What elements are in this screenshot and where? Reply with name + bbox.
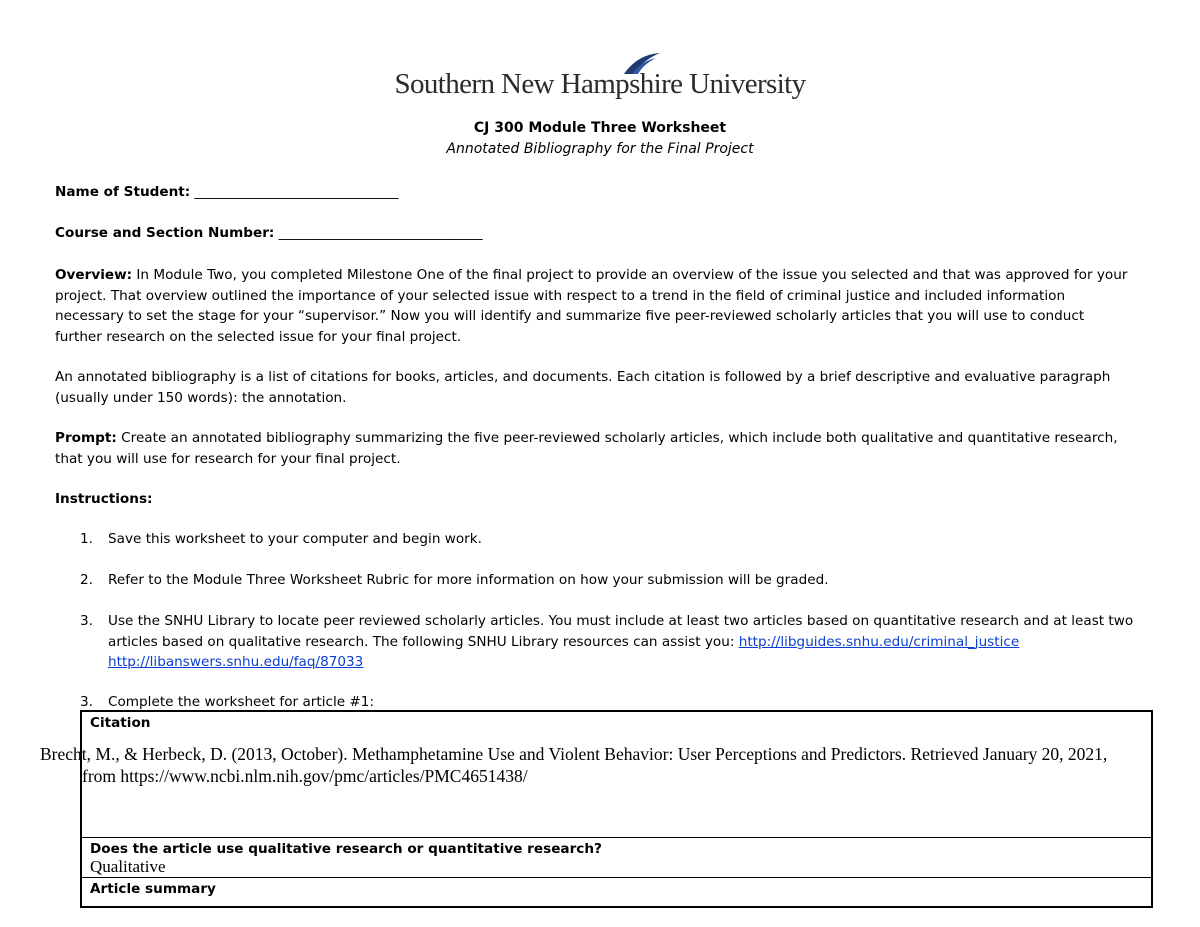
list-number: 3. <box>80 694 93 710</box>
list-item <box>80 529 1140 550</box>
course-section-label: Course and Section Number: <box>55 225 275 241</box>
article-summary-row[interactable] <box>82 878 1151 906</box>
citation-row[interactable] <box>40 712 1151 838</box>
list-text: Save this worksheet to your computer and begin work. <box>108 531 482 547</box>
list-item <box>80 611 1140 673</box>
libanswers-link[interactable]: http://libanswers.snhu.edu/faq/87033 <box>108 654 364 670</box>
list-text: Refer to the Module Three Worksheet Rubric for more information on how your submission will be graded. <box>108 572 829 588</box>
course-section-line[interactable]: ______________________________ <box>278 225 483 241</box>
research-type-row[interactable] <box>82 838 1151 878</box>
swoosh-icon <box>622 52 662 76</box>
annotated-paragraph: An annotated bibliography is a list of citations for books, articles, and documents. Each citation is followed by a brief descriptive and evaluative paragraph (usually under 150 words): the annotation. <box>55 369 1111 406</box>
list-text: Use the SNHU Library to locate peer reviewed scholarly articles. You must include at least two articles based on quantitative research and at least two articles based on qualitative research. The following SNHU Library resources can assist you: <box>108 613 1134 650</box>
logo-text: Southern New Hampshire University <box>394 68 806 100</box>
student-name-label: Name of Student: <box>55 184 191 200</box>
student-name-field[interactable] <box>55 184 398 200</box>
worksheet-subtitle: Annotated Bibliography for the Final Project <box>446 141 754 157</box>
list-number: 3. <box>80 613 93 629</box>
list-number: 1. <box>80 531 93 547</box>
prompt-paragraph <box>55 428 1135 469</box>
worksheet-table <box>40 710 1153 908</box>
prompt-text: Create an annotated bibliography summarizing the five peer-reviewed scholarly articles, which include both qualitative and quantitative research, that you will use for research for your final project. <box>55 430 1118 467</box>
article-summary-label: Article summary <box>90 881 216 897</box>
overview-paragraph <box>55 265 1135 347</box>
list-item <box>80 570 1140 591</box>
citation-label: Citation <box>90 715 151 731</box>
worksheet-title: CJ 300 Module Three Worksheet <box>473 120 727 136</box>
university-logo <box>0 52 1200 101</box>
instructions-heading: Instructions: <box>55 491 153 507</box>
research-type-label: Does the article use qualitative research or quantitative research? <box>90 841 602 857</box>
prompt-label: Prompt: <box>55 430 117 446</box>
overview-text: In Module Two, you completed Milestone One of the final project to provide an overview of the issue you selected and that was approved for your project. That overview outlined the importance of your selected issue with respect to a trend in the field of criminal justice and included information necessary to set the stage for your “supervisor.” Now you will identify and summarize five peer-reviewed scholarly articles that you will use to conduct further research on the selected issue for your final project. <box>55 267 1128 345</box>
student-name-line[interactable]: ______________________________ <box>194 184 399 200</box>
citation-text[interactable]: Brecht, M., & Herbeck, D. (2013, October). Methamphetamine Use and Violent Behavior: User Perceptions and Predictors. Retrieved January 20, 2021, from https://www.ncbi.nlm.nih.gov/pmc/articles/PMC4651438/ <box>40 744 1108 786</box>
research-type-answer[interactable]: Qualitative <box>90 857 166 876</box>
list-number: 2. <box>80 572 93 588</box>
libguides-link[interactable]: http://libguides.snhu.edu/criminal_justice <box>738 633 1020 650</box>
overview-label: Overview: <box>55 267 133 283</box>
list-text: Complete the worksheet for article #1: <box>108 694 375 710</box>
course-section-field[interactable] <box>55 225 483 241</box>
